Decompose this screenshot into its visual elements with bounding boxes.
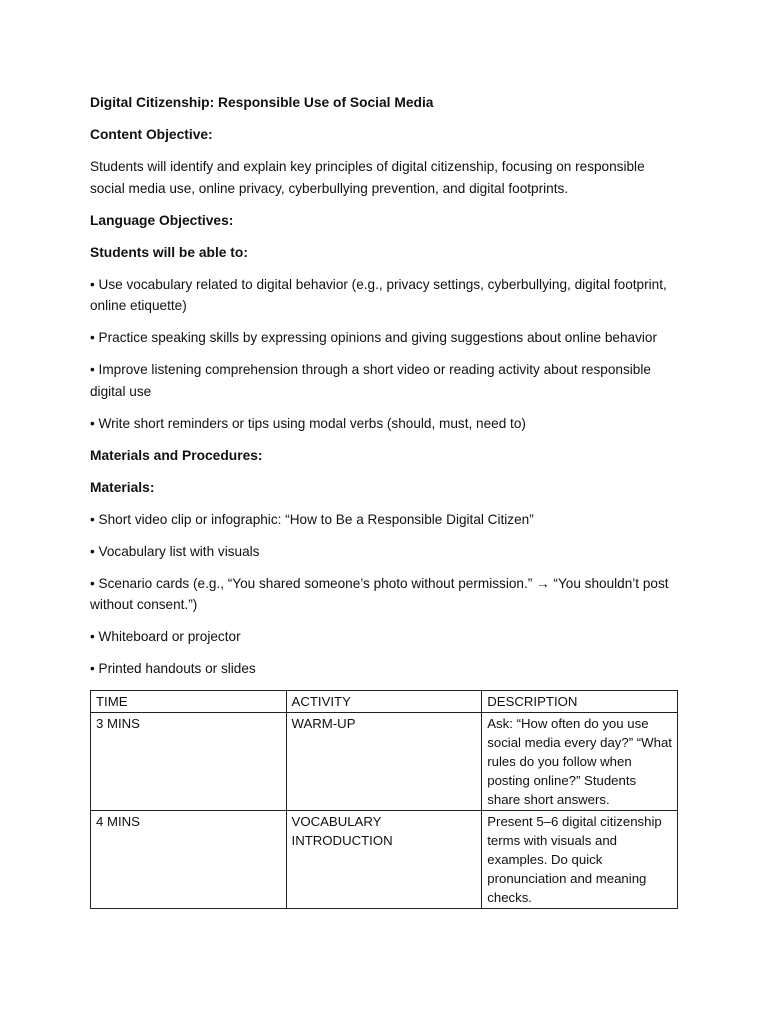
cell-activity: WARM-UP — [286, 713, 482, 811]
lesson-schedule-table — [90, 690, 678, 909]
header-activity: ACTIVITY — [286, 691, 482, 713]
material-item: • Vocabulary list with visuals — [90, 541, 680, 563]
language-objective-item: • Write short reminders or tips using modal verbs (should, must, need to) — [90, 413, 680, 435]
materials-procedures-heading: Materials and Procedures: — [90, 447, 263, 463]
cell-time: 4 MINS — [91, 811, 287, 909]
language-objective-item: • Practice speaking skills by expressing opinions and giving suggestions about online behavior — [90, 327, 680, 349]
cell-description: Ask: “How often do you use social media every day?” “What rules do you follow when posting online?” Students share short answers. — [482, 713, 678, 811]
language-objective-item: • Use vocabulary related to digital behavior (e.g., privacy settings, cyberbullying, digital footprint, online etiquette) — [90, 274, 680, 317]
cell-time: 3 MINS — [91, 713, 287, 811]
students-able-heading: Students will be able to: — [90, 244, 248, 260]
table-row — [91, 713, 678, 811]
cell-description: Present 5–6 digital citizenship terms with visuals and examples. Do quick pronunciation and meaning checks. — [482, 811, 678, 909]
material-item: • Printed handouts or slides — [90, 658, 680, 680]
table-header-row — [91, 691, 678, 713]
material-item: • Short video clip or infographic: “How to Be a Responsible Digital Citizen” — [90, 509, 680, 531]
cell-activity: VOCABULARY INTRODUCTION — [286, 811, 482, 909]
document-title: Digital Citizenship: Responsible Use of Social Media — [90, 95, 434, 110]
language-objective-item: • Improve listening comprehension through a short video or reading activity about responsible digital use — [90, 359, 680, 402]
table-row — [91, 811, 678, 909]
document-page — [90, 92, 680, 909]
header-time: TIME — [91, 691, 287, 713]
header-description: DESCRIPTION — [482, 691, 678, 713]
material-item: • Whiteboard or projector — [90, 626, 680, 648]
material-item: • Scenario cards (e.g., “You shared someone’s photo without permission.” → “You shouldn’t post without consent.”) — [90, 573, 680, 616]
content-objective-text: Students will identify and explain key principles of digital citizenship, focusing on responsible social media use, online privacy, cyberbullying prevention, and digital footprints. — [90, 159, 645, 196]
content-objective-heading: Content Objective: — [90, 127, 213, 142]
language-objectives-heading: Language Objectives: — [90, 212, 234, 228]
materials-heading: Materials: — [90, 479, 155, 495]
